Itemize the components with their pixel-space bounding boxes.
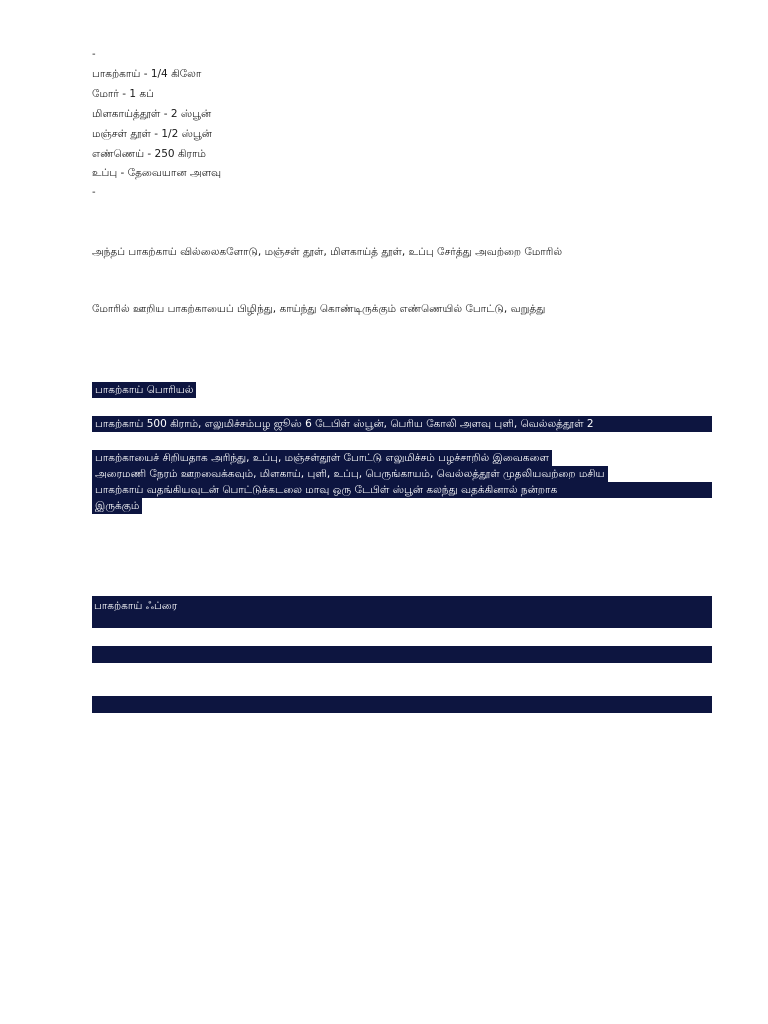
poriyal-method-line-2: அரைமணி நேரம் ஊறவைக்கவும், மிளகாய், புளி, உப்பு, பெருங்காயம், வெல்லத்தூள் முதலியவற்றை மசிய (92, 466, 608, 482)
poriyal-method-block (92, 450, 712, 514)
dash-top: - (92, 49, 96, 60)
ingredient-salt: உப்பு - தேவையான அளவு (92, 167, 222, 179)
ingredient-chilli-powder: மிளகாய்த்தூள் - 2 ஸ்பூன் (92, 108, 212, 120)
poriyal-title-block (92, 382, 712, 398)
poriyal-method-line-3: பாகற்காய் வதங்கியவுடன் பொட்டுக்கடலை மாவு ஒரு டேபிள் ஸ்பூன் கலந்து வதக்கினால் நன்றாக (92, 482, 712, 498)
poriyal-title: பாகற்காய் பொரியல் (92, 382, 196, 398)
poriyal-ingredients-block (92, 416, 712, 432)
poriyal-method-line-4: இருக்கும் (92, 498, 142, 514)
redacted-bar-2 (92, 696, 712, 713)
step-1: அந்தப் பாகற்காய் வில்லைகளோடு, மஞ்சள் தூள், மிளகாய்த் தூள், உப்பு சேர்த்து அவற்றை மோரில் (92, 246, 563, 258)
ingredient-oil: எண்ணெய் - 250 கிராம் (92, 148, 206, 160)
redacted-bar-1 (92, 646, 712, 663)
fry-title-bar (92, 596, 712, 628)
poriyal-ingredients: பாகற்காய் 500 கிராம், எலுமிச்சம்பழ ஜூஸ் 6 டேபிள் ஸ்பூன், பெரிய கோலி அளவு புளி, வெல்லத்தூள் 2 (92, 416, 712, 432)
ingredient-bitter-gourd: பாகற்காய் - 1/4 கிலோ (92, 68, 202, 80)
step-2: மோரில் ஊறிய பாகற்காயைப் பிழிந்து, காய்ந்து கொண்டிருக்கும் எண்ணெயில் போட்டு, வறுத்து (92, 303, 546, 315)
fry-title: பாகற்காய் ஃப்ரை (94, 600, 178, 612)
dash-bottom: - (92, 187, 96, 198)
poriyal-method-line-1: பாகற்காயைச் சிறியதாக அரிந்து, உப்பு, மஞ்சள்தூள் போட்டு எலுமிச்சம் பழச்சாறில் இவைகளை (92, 450, 552, 466)
ingredient-buttermilk: மோர் - 1 கப் (92, 88, 154, 100)
ingredient-turmeric: மஞ்சள் தூள் - 1/2 ஸ்பூன் (92, 128, 212, 140)
